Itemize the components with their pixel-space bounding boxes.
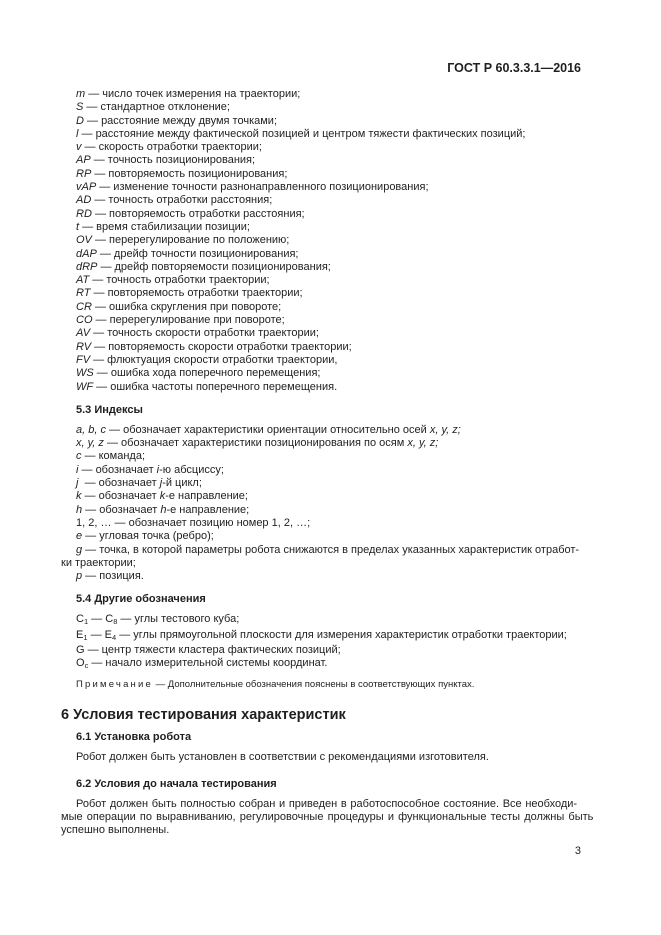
symbol-line [76, 101, 586, 114]
symbol-line [76, 181, 586, 194]
symbol-line [76, 208, 586, 221]
index-line-numbers: 1, 2, … — обозначает позицию номер 1, 2, …; [76, 516, 311, 529]
index-line-k: k — обозначает k-е направление; [76, 490, 248, 503]
symbol: AP [76, 154, 91, 167]
symbol-description: — стандартное отклонение; [83, 101, 230, 114]
index-line-xyz: x, y, z — обозначает характеристики позиционирования по осям x, y, z; [76, 437, 439, 450]
other-line-e: $E_1$ — $E_4$ — углы прямоугольной плоскости для измерения характеристик отработки траектории; [76, 628, 567, 642]
symbol: m [76, 88, 86, 100]
symbol: AD [76, 194, 92, 207]
section-6-2-title: 6.2 Условия до начала тестирования [76, 777, 277, 790]
symbol: vAP [76, 181, 97, 194]
symbol: l [76, 127, 79, 140]
symbol-description: — дрейф точности позиционирования; [96, 247, 299, 260]
symbol-line [76, 168, 586, 181]
symbol: AV [76, 327, 91, 340]
symbol-description: — повторяемость отработки расстояния; [91, 207, 305, 220]
symbol-line [76, 314, 586, 327]
symbol-description: — расстояние между фактической позицией и центром тяжести фактических позиций; [78, 127, 526, 140]
index-line-j: j — обозначает j-й цикл; [76, 477, 202, 490]
section-5-4-title: 5.4 Другие обозначения [76, 593, 206, 606]
index-line-h: h — обозначает h-е направление; [76, 503, 250, 516]
symbol-line [76, 154, 586, 167]
section-6-2-line-3: успешно выполнены. [61, 824, 170, 837]
symbol-line [76, 381, 586, 394]
symbol-line [76, 88, 586, 101]
note-label: Примечание [76, 678, 153, 690]
symbol: S [76, 101, 84, 114]
symbol-line [76, 354, 586, 367]
symbol-line [76, 261, 586, 274]
index-line-i: i — обозначает i-ю абсциссу; [76, 463, 224, 476]
symbol: dRP [76, 260, 98, 273]
other-line-c: $C_1$ — $C_8$ — углы тестового куба; [76, 613, 240, 627]
indices-list [61, 423, 586, 584]
symbol-line [76, 327, 586, 340]
symbol-description: — ошибка частоты поперечного перемещения. [93, 380, 338, 393]
symbol: CR [76, 300, 92, 313]
other-line-g: G — центр тяжести кластера фактических позиций; [76, 643, 341, 656]
symbol: RT [76, 287, 91, 300]
symbol: WF [76, 380, 94, 393]
symbol-description: — точность скорости отработки траектории; [90, 327, 319, 340]
symbol-line [76, 248, 586, 261]
index-line-g: g — точка, в которой параметры робота снижаются в пределах указанных характеристик отработ- [76, 543, 580, 556]
symbol: OV [76, 234, 92, 247]
index-line-e: e — угловая точка (ребро); [76, 530, 214, 543]
other-symbols-list [76, 613, 586, 690]
symbol: RD [76, 207, 92, 220]
note [76, 678, 586, 691]
symbol-line [76, 301, 586, 314]
index-line-abc: a, b, c — обозначает характеристики ориентации относительно осей x, y, z; [76, 423, 461, 436]
page-content [61, 88, 594, 838]
symbol-description: — точность отработки расстояния; [91, 194, 273, 207]
section-6-2-line-1: Робот должен быть полностью собран и приведен в работоспособное состояние. Все необходи- [76, 797, 578, 810]
note-text: — Дополнительные обозначения пояснены в соответствующих пунктах. [153, 678, 475, 690]
section-6-2-line-2: мые операции по выравниванию, регулировочные процедуры и функциональные тесты должны быть [61, 811, 594, 824]
symbol-description: — повторяемость скорости отработки траектории; [91, 340, 352, 353]
symbol-line [76, 234, 586, 247]
symbol-line [76, 128, 586, 141]
symbol: D [76, 114, 84, 127]
symbol: v [76, 141, 82, 154]
symbol-description: — изменение точности разнонаправленного позиционирования; [96, 181, 429, 194]
symbol: dAP [76, 247, 97, 260]
symbol: AT [76, 274, 90, 287]
symbol-description: — точность позиционирования; [90, 154, 256, 167]
symbol-description: — повторяемость отработки траектории; [90, 287, 303, 300]
symbol-line [76, 274, 586, 287]
index-line-g-continuation: ки траектории; [61, 556, 136, 569]
page-number: 3 [574, 845, 581, 857]
symbol-description: — перерегулирование при повороте; [92, 314, 285, 327]
symbols-list [76, 88, 586, 394]
symbol-description: — расстояние между двумя точками; [83, 114, 278, 127]
symbol-description: — скорость отработки траектории; [81, 141, 262, 154]
symbol: RP [76, 167, 92, 180]
document-header: ГОСТ Р 60.3.3.1—2016 [447, 61, 581, 75]
symbol-description: — перерегулирование по положению; [91, 234, 290, 247]
symbol-description: — дрейф повторяемости позиционирования; [97, 260, 331, 273]
symbol-line [76, 221, 586, 234]
symbol-line [76, 287, 586, 300]
section-5-3-title: 5.3 Индексы [76, 403, 143, 416]
symbol-description: — флюктуация скорости отработки траектории, [90, 353, 338, 366]
symbol-description: — ошибка скругления при повороте; [91, 300, 282, 313]
section-6-1-text: Робот должен быть установлен в соответствии с рекомендациями изготовителя. [76, 750, 489, 763]
symbol: CO [76, 314, 93, 327]
section-6-1-title: 6.1 Установка робота [76, 730, 192, 743]
symbol-line [76, 141, 586, 154]
index-line-c: c — команда; [76, 450, 146, 463]
other-line-o: $O_c$ — начало измерительной системы координат. [76, 657, 328, 671]
symbol-description: — число точек измерения на траектории; [85, 88, 301, 100]
symbol: WS [76, 367, 94, 380]
symbol-description: — повторяемость позиционирования; [91, 167, 288, 180]
symbol-line [76, 194, 586, 207]
symbol-line [76, 341, 586, 354]
symbol: RV [76, 340, 92, 353]
index-line-p: p — позиция. [76, 570, 144, 583]
section-6-title: 6 Условия тестирования характеристик [61, 706, 346, 723]
section-6-2-paragraph [61, 797, 594, 838]
symbol-description: — точность отработки траектории; [89, 274, 270, 287]
symbol-description: — ошибка хода поперечного перемещения; [93, 367, 321, 380]
symbol: FV [76, 353, 91, 366]
symbol-line [76, 367, 586, 380]
symbol: t [76, 220, 80, 233]
symbol-description: — время стабилизации позиции; [79, 220, 250, 233]
symbol-line [76, 115, 586, 128]
